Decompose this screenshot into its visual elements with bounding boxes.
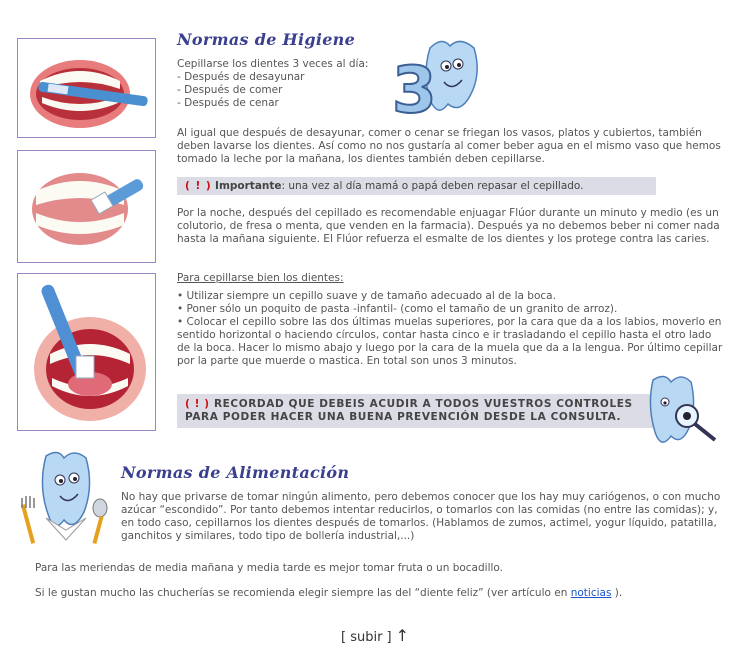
list-item: • Colocar el cepillo sobre las dos últimas muelas superiores, por la cara que da a los labios, moverlo en sentido horizontal o haciendo círculos, contar hasta cinco e ir trasladando el cepillo hasta el otro lado de la boca. Hacer lo mismo abajo y luego por la cara de la muela que da a la lengua. Por último cepillar por la parte que muerde o mastica. En total son unos 3 minutos.: [177, 316, 723, 367]
important-label: Importante: [215, 180, 282, 192]
list-item: • Poner sólo un poquito de pasta -infantil- (como el tamaño de un granito de arroz).: [177, 303, 618, 315]
up-arrow-icon: ↑: [395, 626, 410, 645]
tooth-mascot-magnifier-icon: [643, 372, 721, 456]
brushing-subheading: Para cepillarse bien los dientes:: [177, 272, 344, 284]
higiene-paragraph-1: Al igual que después de desayunar, comer o cenar se friegan los vasos, platos y cubiertos, también deben lavarse los dientes. Así como no nos gustaría al comer beber agua en el mismo vaso que hemos tomado la leche por la mañana, los dientes también deben cepillarse.: [177, 127, 721, 165]
higiene-title: Normas de Higiene: [177, 30, 356, 49]
list-item: - Después de desayunar: [177, 71, 305, 83]
controls-notice: [177, 394, 655, 428]
teeth-photo-icon: [18, 151, 156, 263]
mouth-photo-icon: [18, 274, 156, 431]
higiene-intro: Cepillarse los dientes 3 veces al día:: [177, 58, 369, 70]
photo-brushing-front: [17, 38, 156, 138]
alert-mark: ( ! ): [185, 398, 210, 410]
important-text: : una vez al día mamá o papá deben repasar el cepillado.: [281, 180, 584, 192]
alert-mark: ( ! ): [185, 180, 212, 192]
list-item: - Después de comer: [177, 84, 283, 96]
noticias-link[interactable]: noticias: [570, 587, 612, 599]
alimentacion-paragraph-2: Para las meriendas de media mañana y media tarde es mejor tomar fruta o un bocadillo.: [35, 562, 503, 574]
controls-notice-line-1: ( ! ) RECORDAD QUE DEBEIS ACUDIR A TODOS VUESTROS CONTROLES: [185, 398, 633, 410]
subir-label: [ subir ]: [341, 630, 392, 645]
alimentacion-title: Normas de Alimentación: [121, 463, 350, 482]
controls-notice-line-2: PARA PODER HACER UNA BUENA PREVENCIÓN DESDE LA CONSULTA.: [185, 411, 622, 423]
photo-mouth-open: [17, 273, 156, 431]
list-item: • Utilizar siempre un cepillo suave y de tamaño adecuado al de la boca.: [177, 290, 556, 302]
back-to-top-link[interactable]: [341, 626, 409, 645]
photo-teeth-side: [17, 150, 156, 263]
important-notice: [177, 177, 656, 195]
svg-text:3: 3: [392, 54, 437, 122]
higiene-paragraph-2: Por la noche, después del cepillado es recomendable enjuagar Flúor durante un minuto y medio (es un colutorio, de fresa o menta, que venden en la farmacia). Después ya no debemos beber ni comer nada hasta la mañana siguiente. El Flúor refuerza el esmalte de los dientes y los protege contra las caries.: [177, 207, 720, 245]
alimentacion-paragraph-1: No hay que privarse de tomar ningún alimento, pero debemos conocer que los hay muy cariógenos, o con mucho azúcar “escondido”. Por tanto debemos intentar reducirlos, o tomarlos con las comidas (no entre las comidas); y, en todo caso, cepillarnos los dientes después de tomarlos. (Hablamos de zumos, actimel, yogur líquido, patatilla, ganchitos y similares, todo tipo de bollería industrial,...): [121, 491, 721, 542]
list-item: - Después de cenar: [177, 97, 279, 109]
tooth-mascot-three-icon: [390, 34, 485, 122]
toothbrush-photo-icon: [18, 39, 156, 138]
higiene-intro-block: [177, 58, 397, 110]
alimentacion-paragraph-3: Si le gustan mucho las chucherías se recomienda elegir siempre las del “diente feliz” (ver artículo en noticias ).: [35, 587, 623, 599]
tooth-mascot-cutlery-icon: [16, 448, 112, 552]
brushing-tips: [177, 290, 725, 368]
higiene-times-list: [177, 71, 397, 110]
